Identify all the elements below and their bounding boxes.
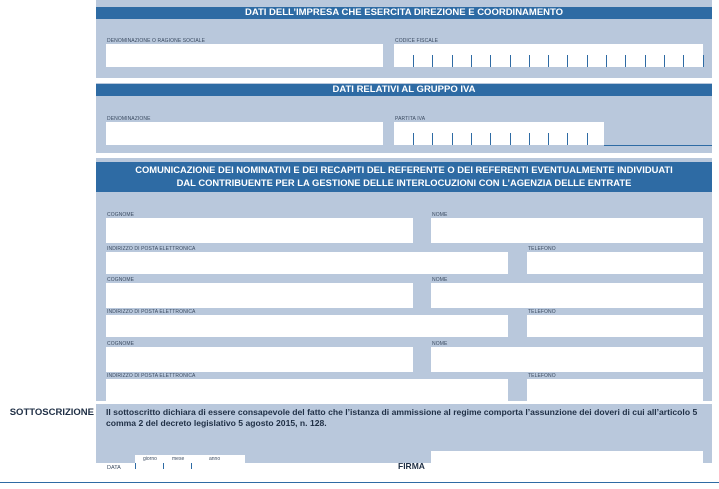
partita-iva-cell-divider bbox=[529, 133, 530, 145]
telefono-field-3[interactable] bbox=[527, 379, 703, 401]
codice-fiscale-cell-divider bbox=[587, 55, 588, 67]
partita-iva-cell-divider bbox=[432, 133, 433, 145]
codice-fiscale-cell-divider bbox=[548, 55, 549, 67]
partita-iva-cell-divider bbox=[548, 133, 549, 145]
referenti-title-line1: COMUNICAZIONE DEI NOMINATIVI E DEI RECAPITI DEL REFERENTE O DEI REFERENTI EVENTUALMENTE INDIVIDUATI bbox=[135, 164, 673, 175]
partita-iva-field[interactable] bbox=[394, 122, 604, 145]
codice-fiscale-cell-divider bbox=[645, 55, 646, 67]
codice-fiscale-cell-divider bbox=[452, 55, 453, 67]
denominazione-label: DENOMINAZIONE O RAGIONE SOCIALE bbox=[107, 38, 206, 44]
gruppo-denominazione-field[interactable] bbox=[106, 122, 383, 145]
partita-iva-cell-divider bbox=[510, 133, 511, 145]
codice-fiscale-cell-divider bbox=[471, 55, 472, 67]
codice-fiscale-cell-divider bbox=[490, 55, 491, 67]
partita-iva-cell-divider bbox=[413, 133, 414, 145]
partita-iva-cell-divider bbox=[587, 133, 588, 145]
cognome-field-3[interactable] bbox=[106, 347, 413, 372]
sottoscrizione-left-block bbox=[0, 404, 93, 463]
nome-label-1: NOME bbox=[432, 212, 448, 218]
denominazione-field[interactable] bbox=[106, 44, 383, 67]
data-divider-3 bbox=[191, 463, 192, 469]
email-field-1[interactable] bbox=[106, 252, 508, 274]
firma-label: FIRMA bbox=[398, 461, 425, 471]
email-field-3[interactable] bbox=[106, 379, 508, 401]
data-divider-2 bbox=[163, 463, 164, 469]
partita-iva-label: PARTITA IVA bbox=[395, 116, 426, 122]
data-label: DATA bbox=[107, 465, 121, 471]
codice-fiscale-cell-divider bbox=[703, 55, 704, 67]
gruppo-iva-header bbox=[96, 84, 712, 96]
nome-label-2: NOME bbox=[432, 277, 448, 283]
codice-fiscale-cell-divider bbox=[413, 55, 414, 67]
telefono-label-3: TELEFONO bbox=[528, 373, 556, 379]
email-label-1: INDIRIZZO DI POSTA ELETTRONICA bbox=[107, 246, 196, 252]
email-label-3: INDIRIZZO DI POSTA ELETTRONICA bbox=[107, 373, 196, 379]
nome-field-3[interactable] bbox=[431, 347, 703, 372]
codice-fiscale-cell-divider bbox=[529, 55, 530, 67]
cognome-field-1[interactable] bbox=[106, 218, 413, 243]
cognome-label-1: COGNOME bbox=[107, 212, 135, 218]
codice-fiscale-cell-divider bbox=[432, 55, 433, 67]
email-label-2: INDIRIZZO DI POSTA ELETTRONICA bbox=[107, 309, 196, 315]
impresa-title: DATI DELL’IMPRESA CHE ESERCITA DIREZIONE E COORDINAMENTO bbox=[244, 7, 564, 18]
referenti-title-line2: DAL CONTRIBUENTE PER LA GESTIONE DELLE INTERLOCUZIONI CON L’AGENZIA DELLE ENTRATE bbox=[176, 176, 632, 188]
partita-iva-cell-divider bbox=[471, 133, 472, 145]
telefono-label-2: TELEFONO bbox=[528, 309, 556, 315]
telefono-field-1[interactable] bbox=[527, 252, 703, 274]
codice-fiscale-cell-divider bbox=[567, 55, 568, 67]
partita-iva-cell-divider bbox=[452, 133, 453, 145]
gruppo-denominazione-label: DENOMINAZIONE bbox=[107, 116, 151, 122]
email-field-2[interactable] bbox=[106, 315, 508, 337]
giorno-label: giorno bbox=[143, 456, 157, 462]
nome-field-2[interactable] bbox=[431, 283, 703, 308]
sottoscrizione-label: SOTTOSCRIZIONE bbox=[9, 407, 94, 418]
codice-fiscale-label: CODICE FISCALE bbox=[395, 38, 439, 44]
firma-field[interactable] bbox=[431, 451, 703, 471]
mese-label: mese bbox=[172, 456, 185, 462]
sottoscrizione-text: Il sottoscritto dichiara di essere consapevole del fatto che l’istanza di ammissione al regime comporta l’assunzione dei doveri di cui all’articolo 5 comma 2 del decreto legislativo 5 agosto 2015, n. 128. bbox=[106, 407, 698, 428]
codice-fiscale-cell-divider bbox=[510, 55, 511, 67]
nome-label-3: NOME bbox=[432, 341, 448, 347]
data-divider-1 bbox=[135, 463, 136, 469]
partita-iva-underline bbox=[604, 145, 712, 146]
impresa-header bbox=[96, 7, 712, 19]
codice-fiscale-cell-divider bbox=[664, 55, 665, 67]
cognome-label-3: COGNOME bbox=[107, 341, 135, 347]
gruppo-iva-title: DATI RELATIVI AL GRUPPO IVA bbox=[332, 84, 476, 95]
partita-iva-cell-divider bbox=[490, 133, 491, 145]
cognome-field-2[interactable] bbox=[106, 283, 413, 308]
codice-fiscale-cell-divider bbox=[606, 55, 607, 67]
bottom-rule bbox=[0, 482, 719, 483]
codice-fiscale-cell-divider bbox=[625, 55, 626, 67]
telefono-field-2[interactable] bbox=[527, 315, 703, 337]
cognome-label-2: COGNOME bbox=[107, 277, 135, 283]
anno-label: anno bbox=[209, 456, 221, 462]
nome-field-1[interactable] bbox=[431, 218, 703, 243]
codice-fiscale-cell-divider bbox=[683, 55, 684, 67]
partita-iva-cell-divider bbox=[567, 133, 568, 145]
telefono-label-1: TELEFONO bbox=[528, 246, 556, 252]
referenti-header bbox=[96, 162, 712, 192]
